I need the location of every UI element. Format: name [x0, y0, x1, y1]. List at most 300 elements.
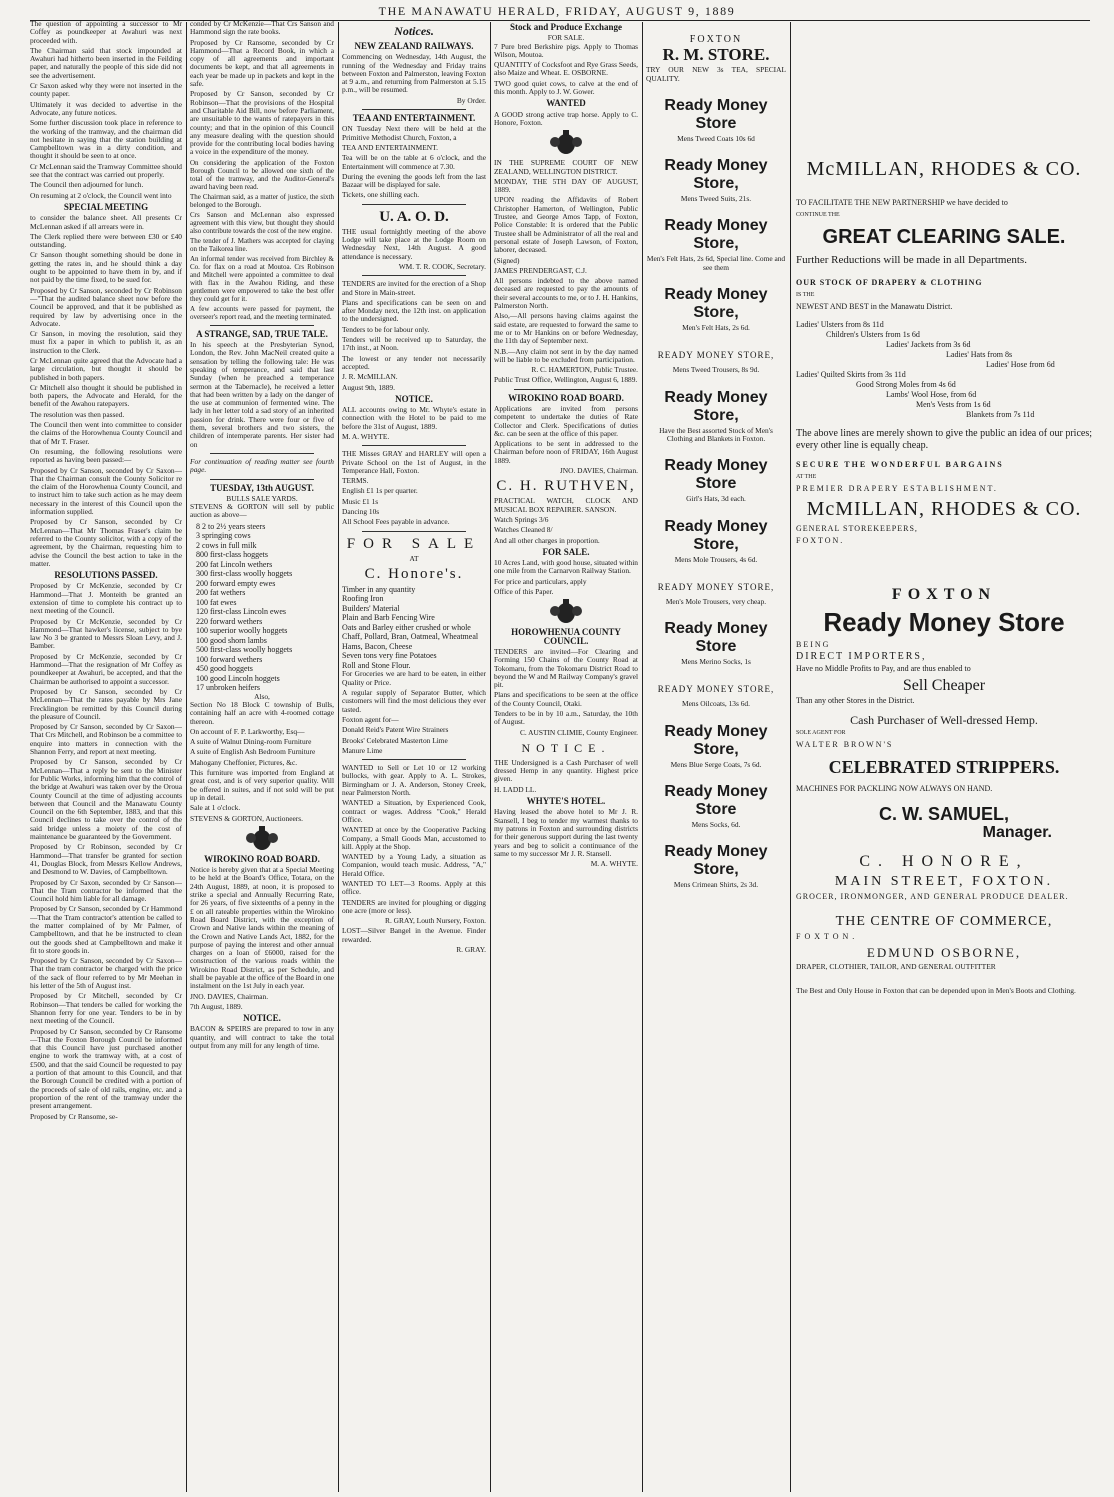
list-item: 120 first-class Lincoln ewes	[196, 607, 286, 617]
notice-heading: HOROWHENUA COUNTY COUNCIL.	[511, 627, 621, 646]
section-heading: SPECIAL MEETING	[63, 201, 149, 212]
signature: JAMES PRENDERGAST, C.J.	[494, 265, 587, 275]
paragraph: The Chairman said that stock impounded at Awahuri had hitherto been inserted in the Feilding paper, and naturally the people of this side did not see the advertisement.	[30, 45, 182, 80]
notice-heading: NOTICE.	[243, 1013, 281, 1024]
store-name: R. M. STORE.	[662, 45, 770, 65]
column-rule	[490, 22, 491, 1492]
paragraph: Than any other Stores in the District.	[796, 696, 915, 705]
paragraph: THE usual fortnightly meeting of the above Lodge will take place at the Lodge Room on Wednesday Next, 14th August. A good attendance is necessary.	[342, 226, 486, 261]
store-ad-block	[646, 680, 786, 708]
paragraph: Applications to be sent in addressed to the Chairman before noon of FRIDAY, 16th August 1889.	[494, 439, 638, 465]
osborne-heading: EDMUND OSBORNE,	[866, 945, 1022, 960]
column-rule	[338, 22, 339, 1492]
list-item: 200 fat wethers	[196, 588, 246, 598]
paragraph: Having leased the above hotel to Mr J. R. Stansell, I beg to tender my warmest thanks to my patrons in Foxton and surrounding districts for their generous support during the last twenty years and beg to solicit a continuance of the same to my successor Mr J. R. Stansell.	[494, 807, 638, 858]
article-heading: A STRANGE, SAD, TRUE TALE.	[196, 328, 328, 339]
paragraph: N.B.—Any claim not sent in by the day named will be liable to be excluded from participation.	[494, 346, 638, 364]
paragraph: Crs Sanson and McLennan also expressed agreement with this view, but thought they should also contribute towards the cost of the new engine.	[190, 210, 334, 235]
paragraph: Proposed by Cr McKenzie, seconded by Cr Hammond—That J. Monteith be granted an extension of time to complete his contract up to next meeting of the Council.	[30, 581, 182, 616]
coat-of-arms-icon	[546, 599, 586, 625]
paragraph: Plans and specifications can be seen on and after Monday next, the 12th inst. on application to the undersigned.	[342, 297, 486, 324]
store-ad-block	[646, 346, 786, 374]
paragraph: FOXTON.	[796, 536, 845, 545]
paragraph: The lowest or any tender not necessarily accepted.	[342, 353, 486, 371]
store-ad-block	[646, 97, 786, 143]
signature: M. A. WHYTE.	[590, 859, 638, 869]
list-item: Good Strong Moles from 4s 6d	[856, 380, 956, 389]
signature: J. R. McMILLAN.	[342, 372, 398, 382]
paragraph: SECURE THE WONDERFUL BARGAINS	[796, 460, 1004, 469]
list-item: Children's Ulsters from 1s 6d	[826, 330, 920, 339]
paragraph: GENERAL STOREKEEPERS,	[796, 524, 918, 533]
classified-ad: WANTED to Sell or Let 10 or 12 working bullocks, with gear. Apply to A. L. Strokes, Birmingham or J. A. Anderson, Stoney Creek, near Palmerston North.	[342, 763, 486, 798]
signature: JNO. DAVIES, Chairman.	[559, 466, 638, 476]
paragraph: ALL accounts owing to Mr. Whyte's estate in connection with the Hotel to be paid to me before the 31st of August, 1889.	[342, 405, 486, 431]
paragraph: The Council then went into committee to consider the claims of the Horowhenua County Council and that of Mr T. Fraser.	[30, 420, 182, 446]
list-item: 8 2 to 2½ years steers	[196, 521, 266, 531]
ad-item: Mens Crimean Shirts, 2s 3d.	[673, 880, 759, 890]
paragraph: Cr Sanson, in moving the resolution, said they must fix a paper in which to publish it, as an instruction to the Clerk.	[30, 329, 182, 355]
paragraph: AT THE	[796, 474, 817, 480]
section-heading: RESOLUTIONS PASSED.	[54, 570, 158, 581]
divider	[362, 109, 466, 110]
ad-heading: Ready Money Store	[664, 457, 768, 493]
list-item: 3 springing cows	[196, 531, 251, 541]
coat-of-arms-icon	[242, 826, 282, 852]
ad-heading: Ready Money Store,	[664, 722, 768, 758]
ad-heading: Ready Money Store,	[664, 388, 768, 424]
paragraph: PREMIER DRAPERY ESTABLISHMENT.	[796, 484, 998, 493]
date: 7th August, 1889.	[190, 1001, 243, 1011]
paragraph: Section No 18 Block C township of Bulls, containing half an acre with 4-roomed cottage thereon.	[190, 699, 334, 726]
paragraph: Proposed by Cr Sanson, seconded by Cr Robinson—That the provisions of the Hospital and Charitable Aid Bill, now before Parliament, are unsuitable to the wants of ratepayers in this county; and that in the opinion of this Council any measure dealing with the question should provide for the contributing local bodies having a voice in the expenditure of the money.	[190, 89, 334, 157]
paragraph: Proposed by Cr Saxon, seconded by Cr Sanson—That the Tram contractor be informed that the Council hold him liable for all damage.	[30, 877, 182, 904]
ad-item: Mens Blue Serge Coats, 7s 6d.	[670, 759, 762, 769]
tea-ad: TRY OUR NEW 3s TEA, SPECIAL QUALITY.	[646, 65, 786, 83]
paragraph: Proposed by Cr Sanson, seconded by Cr Saxon—That Crs Mitchell, and Robinson be a committee to enquire into matters in connection with the Shannon Ferry, and report at next meeting.	[30, 722, 182, 757]
date: August 9th, 1889.	[342, 382, 395, 392]
firm-name: McMILLAN, RHODES & CO.	[806, 158, 1082, 180]
list-item: Ladies' Hats from 8s	[946, 350, 1013, 359]
classified-ad: 7 Pure bred Berkshire pigs. Apply to Thomas Wilson, Moutoa.	[494, 41, 638, 59]
sale-heading: GREAT CLEARING SALE.	[822, 226, 1066, 248]
paragraph: The Best and Only House in Foxton that can be depended upon in Men's Boots and Clothing.	[796, 986, 1076, 995]
paragraph: BACON & SPEIRS are prepared to tow in any quantity, and will contract to take the total output from any mill for any length of time.	[190, 1024, 334, 1051]
classified-ad: QUANTITY of Cocksfoot and Rye Grass Seeds, also Maize and Wheat. E. OSBORNE.	[494, 60, 638, 78]
manager-title: Manager.	[982, 824, 1052, 841]
divider	[362, 204, 466, 205]
paragraph: The Council then adjourned for lunch.	[30, 180, 144, 190]
paragraph: Plans and specifications to be seen at the office of the County Council, Otaki.	[494, 690, 638, 708]
classified-ad: WANTED by a Young Lady, a situation as Companion, would teach music. Address, "A," Herald Office.	[342, 852, 486, 878]
notice-heading: NOTICE.	[395, 393, 433, 404]
signature: M. A. WHYTE.	[342, 431, 390, 441]
ad-heading: Ready Money Store	[664, 96, 768, 132]
paragraph: Office of this Paper.	[494, 587, 554, 597]
list-item: Plain and Barb Fencing Wire	[342, 613, 435, 623]
paragraph: On resuming at 2 o'clock, the Council went into	[30, 190, 172, 200]
paragraph: Proposed by Cr Sanson, seconded by Cr Robinson—"That the audited balance sheet now before the Council be approved, and that it be published as required by law by advertising once in the Advocate.	[30, 285, 182, 328]
list-item: Timber in any quantity	[342, 584, 416, 594]
sale-date: TUESDAY, 13th AUGUST.	[210, 482, 314, 493]
centre-heading: THE CENTRE OF COMMERCE,	[835, 914, 1053, 929]
list-item: And all other charges in proportion.	[494, 535, 600, 545]
paragraph: Proposed by Cr Sanson, seconded by Cr Hammond—That the Tram contractor's attention be called to the matter complained of by Mr Palmer, of Campbelltown, and that he be instructed to clean out the goods shed at Campbelltown and make it fit to store goods in.	[30, 904, 182, 955]
paragraph: PRACTICAL WATCH, CLOCK AND MUSICAL BOX REPAIRER. SANSON.	[494, 496, 638, 514]
column-rule	[790, 22, 791, 1492]
paragraph: BEING	[796, 640, 831, 649]
list-item: Chaff, Pollard, Bran, Oatmeal, Wheatmeal	[342, 632, 479, 642]
paragraph: Cr McLennan said the Tramway Committee should see that the contract was carried out properly.	[30, 161, 182, 180]
ad-item: Mens Merino Socks, 1s	[681, 657, 751, 667]
list-item: 100 forward wethers	[196, 654, 263, 664]
signature: R. GRAY, Louth Nursery, Foxton.	[385, 916, 486, 926]
honore-heading: C. Honore's.	[364, 565, 464, 582]
store-ad-block	[646, 783, 786, 829]
paragraph: Further Reductions will be made in all Departments.	[796, 254, 1027, 266]
divider	[362, 445, 466, 446]
goods-list	[342, 585, 486, 671]
list-item: Seven tons very fine Potatoes	[342, 651, 437, 661]
paragraph: The question of appointing a successor to Mr Coffey as poundkeeper at Awahuri was next proceeded with.	[30, 20, 182, 45]
paragraph: On account of F. P. Larkworthy, Esq—	[190, 726, 305, 736]
paragraph: Proposed by Cr McKenzie, seconded by Cr Hammond—That hawker's license, subject to bye law No 3 be granted to Messrs Sloan Levy, and J. Bamber.	[30, 616, 182, 651]
sell-heading: Sell Cheaper	[902, 677, 986, 694]
town-label: FOXTON	[689, 34, 743, 45]
paragraph: A few accounts were passed for payment, the overseer's report read, and the meeting terminated.	[190, 304, 334, 321]
hemp-heading: Cash Purchaser of Well-dressed Hemp.	[850, 713, 1038, 727]
ad-heading: Ready Money Store	[664, 620, 768, 656]
paragraph: Cr Saxon asked why they were not inserted in the county paper.	[30, 81, 182, 99]
signature: JNO. DAVIES, Chairman.	[190, 991, 269, 1001]
list-item: Ladies' Quilted Skirts from 3s 11d	[796, 370, 906, 379]
list-item: A suite of Walnut Dining-room Furniture	[190, 737, 312, 747]
paragraph: Foxton agent for—	[342, 714, 399, 724]
store-ad-block	[646, 457, 786, 503]
paragraph: Proposed by Cr McKenzie, seconded by Cr Hammond—That the resignation of Mr Coffey as poundkeeper at Awahuri, be accepted, and that the Chairman be authorised to appoint a successor.	[30, 651, 182, 686]
classified-ad: TENDERS are invited for ploughing or digging one acre (more or less).	[342, 897, 486, 915]
paragraph: Applications are invited from persons competent to undertake the duties of Rate Collector and Clerk. Specifications of duties &c. can be seen at the office of this paper.	[494, 403, 638, 438]
paragraph: This furniture was imported from England at great cost, and is of very superior quality. Will be offered in suites, and if not sold will be put up in detail.	[190, 768, 334, 802]
signature: WM. T. R. COOK, Secretary.	[398, 261, 486, 271]
paragraph: Commencing on Wednesday, 14th August, the running of the Wednesday and Friday trains between Foxton and Palmerston, leaving Foxton at 9 a.m., and returning from Palmerston at 5.15 p.m., will be resumed.	[342, 52, 486, 95]
paragraph: TENDERS are invited for the erection of a Shop and Store in Main-street.	[342, 279, 486, 297]
sub-heading: FOR SALE.	[547, 33, 585, 43]
ruthven-heading: C. H. RUTHVEN,	[496, 478, 636, 495]
ad-heading: Ready Money Store,	[664, 157, 768, 193]
ad-heading: Ready Money Store,	[664, 286, 768, 322]
paragraph: The Chairman said, as a matter of justice, the sixth belonged to the Borough.	[190, 192, 334, 209]
paragraph: Proposed by Cr Sanson, seconded by Cr McLennan—That the rates payable by Mrs Jane Frecklington be remitted by this Council during the pleasure of Council.	[30, 686, 182, 721]
signed-label: (Signed)	[494, 255, 520, 265]
ad-heading: Ready Money Store,	[664, 217, 768, 253]
list-item: Men's Vests from 1s 6d	[916, 400, 991, 409]
list-item: 220 forward wethers	[196, 616, 263, 626]
terms-heading: TERMS.	[342, 476, 369, 486]
list-item: Ladies' Jackets from 3s 6d	[886, 340, 971, 349]
paragraph: CONTINUE THE	[796, 212, 840, 218]
paragraph: WALTER BROWN'S	[796, 740, 894, 749]
address-heading: MAIN STREET, FOXTON.	[834, 874, 1054, 889]
auctioneers: STEVENS & GORTON, Auctioneers.	[190, 813, 303, 823]
paragraph: THE Misses GRAY and HARLEY will open a Private School on the 1st of August, in the Temperance Hall, Foxton.	[342, 449, 486, 475]
ad-heading: READY MONEY STORE,	[657, 350, 775, 361]
classified-ad: WANTED at once by the Cooperative Packing Company, a Small Goods Man, accustomed to kill. Apply at the Shop.	[342, 825, 486, 851]
paragraph: Public Trust Office, Wellington, August 6, 1889.	[494, 375, 638, 385]
paragraph: Cr Sanson thought something should be done in getting the rates in, and he should think a day ought to be appointed to have them in by, and if not paid by the time fixed, to be sued for.	[30, 250, 182, 285]
store-ad-block	[646, 723, 786, 769]
list-item: Dancing 10s	[342, 507, 380, 517]
list-item: English £1 1s per quarter.	[342, 486, 418, 496]
for-sale-heading: FOR SALE	[346, 535, 482, 552]
paragraph: IS THE	[796, 292, 815, 298]
notice-heading: NOTICE.	[521, 740, 611, 755]
list-item: 200 fat Lincoln wethers	[196, 559, 273, 569]
exchange-heading: Stock and Produce Exchange	[509, 22, 623, 32]
column-5-ready-money-store	[646, 20, 786, 1492]
paragraph: Tenders to be in by 10 a.m., Saturday, the 10th of August.	[494, 709, 638, 727]
signature: R. GRAY.	[456, 945, 486, 955]
firm-name: McMILLAN, RHODES & CO.	[806, 498, 1082, 520]
paragraph: The Clerk replied there were between £30 or £40 outstanding.	[30, 231, 182, 250]
ad-heading: Ready Money Store	[664, 783, 768, 819]
ad-item: Girl's Hats, 3d each.	[686, 494, 746, 504]
signature: By Order.	[456, 95, 486, 105]
classified-ad: A GOOD strong active trap horse. Apply to C. Honore, Foxton.	[494, 109, 638, 127]
paragraph: UPON reading the Affidavits of Robert Christopher Hamerton, of Wellington, Public Trustee, and George Amos Tapp, of Foxton, Police Constable: It is ordered that the Public Trustee shall be Administrator of all the real and personal estate of Joseph Lawson, of Foxton, laborer, deceased.	[494, 195, 638, 255]
divider	[362, 531, 466, 532]
paragraph: Proposed by Cr Sanson, seconded by Cr Saxon—That the tram contractor be charged with the price of the sack of flour referred to by Mr Meehan in his letter of the 5th of August inst.	[30, 956, 182, 991]
list-item: Watches Cleaned 8/	[494, 525, 553, 535]
divider	[362, 759, 466, 760]
store-ad-block	[646, 620, 786, 666]
paragraph: Cr Mitchell also thought it should be published in both papers, the Advocate and Herald, for the benefit of the Awahou ratepayers.	[30, 382, 182, 409]
paragraph: ON Tuesday Next there will be held at the Primitive Methodist Church, Foxton, a	[342, 124, 486, 142]
paragraph: Proposed by Cr Sanson, seconded by Cr McLennan—That a reply be sent to the Minister for Public Works, informing him that the control of the bridge at Awahuri was taken over by the Oroua County Council at the time of adjusting accounts between that Council and the Manawatu County Council on the 6th September, 1883, and that this Council declines to take over the control of the said bridge unless a moiety of the cost of maintenance be guaranteed by the Government.	[30, 757, 182, 842]
list-item: 450 good hoggets	[196, 664, 253, 674]
notice-heading: WIROKINO ROAD BOARD.	[508, 392, 624, 403]
store-ad-block	[646, 286, 786, 332]
ad-item: Mens Tweed Trousers, 8s 9d.	[672, 365, 760, 375]
paragraph: DRAPER, CLOTHIER, TAILOR, AND GENERAL OUTFITTER	[796, 962, 996, 971]
paragraph: 10 Acres Land, with good house, situated within one mile from the Carnarvon Railway Station.	[494, 558, 638, 576]
ad-heading: READY MONEY STORE,	[657, 684, 775, 695]
classified-ad: LOST—Silver Bangel in the Avenue. Finder rewarded.	[342, 926, 486, 944]
paragraph: to consider the balance sheet. All presents Cr McLennan asked if all arrears were in.	[30, 213, 182, 231]
stock-list	[190, 522, 334, 693]
paragraph: Proposed by Cr Sanson, seconded by Cr Saxon—That the Chairman consult the County Solicitor re the claim of the Horowhenua County Council, and to instruct him to take such action as he may deem necessary in the interest of this Council upon the information supplied.	[30, 465, 182, 517]
list-item: Ladies' Hose from 6d	[986, 360, 1055, 369]
paragraph: During the evening the goods left from the last Bazaar will be displayed for sale.	[342, 171, 486, 190]
list-item: 200 forward empty ewes	[196, 578, 276, 588]
paragraph: A regular supply of Separator Butter, which customers will find the most delicious they ever tasted.	[342, 688, 486, 714]
paragraph: NEWEST AND BEST in the Manawatu District.	[796, 302, 953, 311]
paragraph: Proposed by Cr Ransome, seconded by Cr Hammond—That a Record Book, in which a copy of all agreements and important documents be kept, and that all agreements in each year be made up in packets and kept in the safe.	[190, 37, 334, 89]
list-item: 800 first-class hoggets	[196, 550, 268, 560]
notices-masthead: Notices.	[394, 24, 434, 38]
classified-ad: TWO good quiet cows, to calve at the end of this month. Apply to J. W. Gower.	[494, 78, 638, 97]
paragraph: The tender of J. Mathers was accepted for claying on the Taikorea line.	[190, 236, 334, 253]
paragraph: Tenders to be for labour only.	[342, 324, 430, 334]
classified-ad: WANTED TO LET—3 Rooms. Apply at this office.	[342, 878, 486, 897]
paragraph: In his speech at the Presbyterian Synod, London, the Rev. John MacNeil created quite a sensation by telling the following tale: He was speaking of temperance, and said that last Sunday (when he preached a temperance sermon at the Tabernacle), he received a letter that had been written by a lady on the danger of the use at communion of fermented wine. The lady in her letter told a sad story of an inherited passion for drink. There were four or five of them, several brothers and two sisters, the children of intemperate parents. Her sister had on	[190, 340, 334, 449]
paragraph: MACHINES FOR PACKLING NOW ALWAYS ON HAND.	[796, 784, 993, 793]
list-item: Ladies' Ulsters from 8s 11d	[796, 320, 884, 329]
list-item: 300 first-class woolly hoggets	[196, 569, 293, 579]
notice-heading: WHYTE'S HOTEL.	[526, 796, 606, 807]
column-4-exchange	[494, 20, 638, 1492]
list-item: Brooks' Celebrated Masterton Lime	[342, 735, 448, 745]
paragraph: conded by Cr McKenzie—That Crs Sanson and Hammond sign the rate books.	[190, 20, 334, 37]
divider	[514, 389, 618, 390]
paragraph: For Groceries we are hard to be eaten, in either Quality or Price.	[342, 669, 486, 687]
list-item: 100 superior woolly hoggets	[196, 626, 288, 636]
column-6-advertisements	[796, 20, 1092, 1492]
paragraph: OUR STOCK OF DRAPERY & CLOTHING	[796, 278, 983, 287]
list-item: Mahogany Cheffonier, Pictures, &c.	[190, 757, 298, 767]
ad-heading: READY MONEY STORE,	[657, 581, 775, 592]
store-ad-block	[646, 843, 786, 889]
store-heading: Ready Money Store	[823, 607, 1065, 637]
coat-of-arms-icon	[546, 130, 586, 156]
paragraph: Proposed by Cr Sanson, seconded by Cr Ransome—That the Foxton Borough Council be informed that this Council have just purchased another engine to work the tramway with, at a cost of £500, and that the said Council be requested to pay a portion of that amount to this Council, and that the Borough Council be credited with a portion of the proceeds of sale of old rails, engine, etc. and a proportion of the rent of the tramway under the present arrangement.	[30, 1026, 182, 1111]
page-header: THE MANAWATU HERALD, FRIDAY, AUGUST 9, 1889	[378, 4, 736, 18]
ad-item: Mens Oilcoats, 13s 6d.	[682, 699, 750, 709]
list-item: 2 cows in full milk	[196, 540, 257, 550]
paragraph: An informal tender was received from Birchley & Co. for flax on a road at Moutoa. Crs Robinson and Mitchell were appointed a committee to deal with flax in the Awahou Riding, and these gentlemen were empowered to take the best offer they could get for it.	[190, 254, 334, 303]
wanted-heading: WANTED	[546, 98, 586, 109]
paragraph: Ultimately it was decided to advertise in the Advocate, any future notices.	[30, 99, 182, 117]
honore-heading: C. HONORE,	[859, 853, 1029, 870]
ad-heading: Ready Money Store,	[664, 843, 768, 879]
divider	[210, 479, 314, 480]
paragraph: DIRECT IMPORTERS,	[796, 651, 927, 662]
paragraph: On considering the application of the Foxton Borough Council to be allowed one sixth of the total of the tramway, and the Auditor-General's award having been read.	[190, 158, 334, 191]
notice-heading: WIROKINO ROAD BOARD.	[204, 853, 320, 864]
paragraph: TENDERS are invited—For Clearing and Forming 150 Chains of the County Road at Tokomaru, from the Tokomaru District Road to beyond the W and M Railway Company's gravel pit.	[494, 646, 638, 690]
paragraph: GROCER, IRONMONGER, AND GENERAL PRODUCE DEALER.	[796, 892, 1069, 901]
list-item: Roofing Iron	[342, 594, 384, 604]
paragraph: TEA AND ENTERTAINMENT.	[342, 142, 438, 152]
column-rule	[186, 22, 187, 1492]
list-item: A suite of English Ash Bedroom Furniture	[190, 747, 316, 757]
paragraph: On resuming, the following resolutions were reported as having been passed:—	[30, 446, 182, 465]
paragraph: Tea will be on the table at 6 o'clock, and the Entertainment will commence at 7.30.	[342, 153, 486, 171]
ad-item: Mens Tweed Coats 10s 6d	[677, 133, 755, 143]
divider	[210, 325, 314, 326]
notice-heading: NEW ZEALAND RAILWAYS.	[354, 41, 474, 51]
ad-item: Mens Tweed Suits, 21s.	[680, 194, 752, 204]
divider	[362, 275, 466, 276]
list-item: 100 good shorn lambs	[196, 635, 267, 645]
price-list	[796, 320, 1092, 420]
ad-item: Have the Best assorted Stock of Men's Clothing and Blankets in Foxton.	[659, 425, 773, 443]
ad-item: Mens Mole Trousers, 4s 6d.	[674, 554, 758, 564]
list-item: Blankets from 7s 11d	[966, 410, 1035, 419]
ad-item: Mens Socks, 6d.	[691, 820, 741, 830]
sale-time: Sale at 1 o'clock.	[190, 803, 241, 813]
signature: R. C. HAMERTON, Public Trustee.	[531, 365, 638, 375]
store-ad-block	[646, 389, 786, 444]
at-label: AT	[409, 553, 419, 563]
paragraph: Tickets, one shilling each.	[342, 190, 420, 200]
notice-heading: FOR SALE.	[542, 546, 590, 557]
strippers-heading: CELEBRATED STRIPPERS.	[828, 757, 1060, 777]
store-ad-block	[646, 518, 786, 564]
paragraph: TO FACILITATE THE NEW PARTNERSHIP we have decided to	[796, 198, 1008, 207]
town-heading: FOXTON	[891, 586, 997, 603]
list-item: Watch Springs 3/6	[494, 514, 549, 524]
paragraph: THE Undersigned is a Cash Purchaser of well dressed Hemp in any quantity. Highest price given.	[494, 757, 638, 784]
paragraph: For price and particulars, apply	[494, 576, 587, 586]
list-item: 100 good Lincoln hoggets	[196, 673, 280, 683]
ad-heading: Ready Money Store,	[664, 517, 768, 553]
lodge-heading: U. A. O. D.	[379, 208, 449, 225]
list-item: Hams, Bacon, Cheese	[342, 641, 413, 651]
divider	[210, 453, 314, 454]
manager-name: C. W. SAMUEL,	[879, 804, 1009, 824]
paragraph: The above lines are merely shown to give the public an idea of our prices; every other line is equally cheap.	[796, 428, 1092, 451]
ad-item: Men's Mole Trousers, very cheap.	[665, 596, 767, 606]
paragraph: Have no Middle Profits to Pay, and are thus enabled to	[796, 664, 971, 673]
paragraph: Cr McLennan quite agreed that the Advocate had a large circulation, but thought it should be published in both papers.	[30, 355, 182, 382]
court-date: MONDAY, THE 5TH DAY OF AUGUST, 1889.	[494, 176, 638, 195]
court-heading: IN THE SUPREME COURT OF NEW ZEALAND, WELLINGTON DISTRICT.	[494, 158, 638, 176]
classified-ad: WANTED a Situation, by Experienced Cook, contract or wages. Address "Cook," Herald Office.	[342, 798, 486, 824]
list-item: Builders' Material	[342, 603, 400, 613]
signature: C. AUSTIN CLIMIE, County Engineer.	[519, 727, 638, 737]
store-ad-block	[646, 217, 786, 272]
store-ad-block	[646, 157, 786, 203]
paragraph: SOLE AGENT FOR	[796, 730, 846, 736]
column-3-notices	[342, 20, 486, 1492]
column-2-report-and-auctions	[190, 20, 334, 1492]
paragraph: All School Fees payable in advance.	[342, 517, 450, 527]
continuation-note: For continuation of reading matter see fourth page.	[190, 456, 334, 475]
list-item: Music £1 1s	[342, 496, 379, 506]
paragraph: Notice is hereby given that at a Special Meeting to be held at the Board's Office, Totara, on the 24th August, 1889, at noon, it is proposed to strike a special and Annually Recurring Rate, for 26 years, of five sixteenths of a penny in the £ on all rateable properties within the Wirokino Road Board District, with the exception of Crown and Native lands within the meaning of the Crown and Native Lands Act, 1882, for the purpose of paying the interest and other annual charges on a loan of £6000, raised for the construction of the various roads within the Wirokino Road District, as per Schedule, and shall be payable at the office of the Board in one instalment on the 1st July in each year.	[190, 865, 334, 991]
list-item: 100 fat ewes	[196, 597, 237, 607]
notice-heading: TEA AND ENTERTAINMENT.	[352, 113, 476, 124]
paragraph: Some further discussion took place in reference to the working of the tramway, and the chairman did not hesitate in saying that the station building at Campbelltown was in a dirty condition, and thought it should be seen to at once.	[30, 118, 182, 161]
store-ad-block	[646, 578, 786, 606]
ad-item: Men's Felt Hats, 2s 6d, Special line. Come and see them	[646, 254, 786, 272]
column-rule	[642, 22, 643, 1492]
paragraph: Proposed by Cr Sanson, seconded by Cr McLennan—That Mr Thomas Fraser's claim be referred to the County solicitor, with a copy of the agreement, by the Chairman, requesting him to advise the Council the best action to take in the matter.	[30, 517, 182, 568]
ad-item: Men's Felt Hats, 2s 6d.	[682, 323, 750, 333]
list-item: Oats and Barley either crushed or whole	[342, 622, 471, 632]
list-item: 17 unbroken heifers	[196, 683, 260, 693]
paragraph: Tenders will be received up to Saturday, the 17th inst., at Noon.	[342, 335, 486, 353]
paragraph: The resolution was then passed.	[30, 409, 125, 419]
sale-intro: STEVENS & GORTON will sell by public auction as above—	[190, 502, 334, 520]
paragraph: Proposed by Cr Robinson, seconded by Cr Hammond—That transfer be granted for section 41, Douglas Block, from Messrs Kellow Andrews, and Desmond to W. Davies, of Campbelltown.	[30, 842, 182, 877]
signature: H. LADD LL.	[494, 784, 537, 794]
paragraph: FOXTON.	[796, 932, 859, 941]
list-item: Donald Reid's Patent Wire Strainers	[342, 725, 449, 735]
list-item: 500 first-class woolly hoggets	[196, 645, 293, 655]
paragraph: Also,—All persons having claims against the said estate, are requested to forward the same to me or to Mr Hankins on or before Wednesday, the 11th day of September next.	[494, 311, 638, 346]
paragraph: All persons indebted to the above named deceased are requested to pay the amounts of their several accounts to me, or to J. H. Hankins, Palmerston North.	[494, 276, 638, 311]
sale-venue: BULLS SALE YARDS.	[226, 493, 298, 503]
column-1-council-report	[30, 20, 182, 1492]
also-label: Also,	[254, 691, 270, 701]
list-item: Manure Lime	[342, 745, 383, 755]
paragraph: Proposed by Cr Mitchell, seconded by Cr Robinson—That tenders be called for working the Shannon ferry for one year. Tenders to be in by next meeting of the Council.	[30, 991, 182, 1026]
list-item: Lambs' Wool Hose, from 6d	[886, 390, 977, 399]
list-item: Roll and Stone Flour.	[342, 660, 411, 670]
paragraph: Proposed by Cr Ransome, se-	[30, 1111, 118, 1121]
